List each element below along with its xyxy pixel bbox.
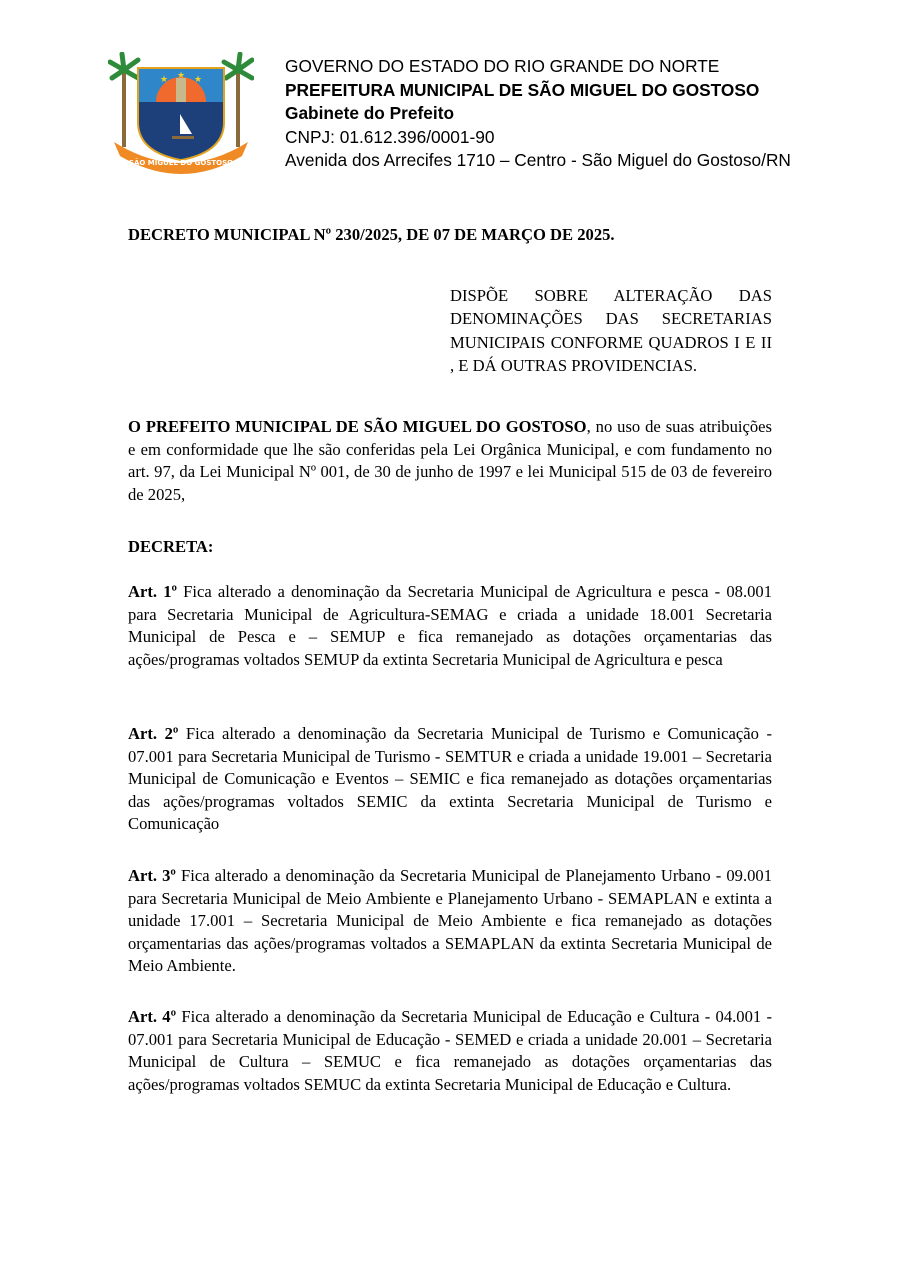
address: Avenida dos Arrecifes 1710 – Centro - São Miguel do Gostoso/RN: [285, 150, 791, 171]
decreta-heading: DECRETA:: [128, 537, 214, 556]
article-label: Art. 1º: [128, 582, 177, 601]
article-label: Art. 3º: [128, 866, 176, 885]
article-3: [128, 865, 772, 978]
article-text: Fica alterado a denominação da Secretaria Municipal de Planejamento Urbano - 09.001 para Secretaria Municipal de Meio Ambiente e Planejamento Urbano - SEMAPLAN e extinta a unidade 17.001 – Secretaria Municipal de Meio Ambiente e fica remanejado as dotações orçamentarias das ações/programas voltados a SEMAPLAN da extinta Secretaria Municipal de Meio Ambiente.: [128, 866, 772, 976]
decree-summary: DISPÕE SOBRE ALTERAÇÃO DAS DENOMINAÇÕES DAS SECRETARIAS MUNICIPAIS CONFORME QUADROS I E II , E DÁ OUTRAS PROVIDENCIAS.: [450, 286, 772, 376]
article-text: Fica alterado a denominação da Secretaria Municipal de Turismo e Comunicação - 07.001 para Secretaria Municipal de Turismo - SEMTUR e criada a unidade 19.001 – Secretaria Municipal de Comunicação e Eventos – SEMIC e fica remanejado as dotações orçamentarias das ações/programas voltados SEMIC da extinta Secretaria Municipal de Turismo e Comunicação: [128, 724, 772, 834]
article-text: Fica alterado a denominação da Secretaria Municipal de Educação e Cultura - 04.001 - 07.001 para Secretaria Municipal de Educação - SEMED e criada a unidade 20.001 – Secretaria Municipal de Cultura – SEMUC e fica remanejado as dotações orçamentarias das ações/programas voltados SEMUC da extinta Secretaria Municipal de Educação e Cultura.: [128, 1007, 772, 1094]
preamble-authority: O PREFEITO MUNICIPAL DE SÃO MIGUEL DO GOSTOSO: [128, 417, 587, 436]
preamble: [128, 416, 772, 506]
article-label: Art. 4º: [128, 1007, 177, 1026]
palm-tree-left-icon: [110, 54, 138, 147]
article-1: [128, 581, 772, 671]
svg-text:SÃO MIGUEL DO GOSTOSO: SÃO MIGUEL DO GOSTOSO: [128, 159, 234, 167]
preamble-text: , no uso de suas atribuições e em conformidade que lhe são conferidas pela Lei Orgânica Municipal, e com fundamento no art. 97, da Lei Municipal Nº 001, de 30 de junho de 1997 e lei Municipal 515 de 03 de fevereiro de 2025,: [128, 417, 773, 504]
cnpj: CNPJ: 01.612.396/0001-90: [285, 126, 495, 147]
letterhead: [285, 55, 791, 173]
article-2: [128, 723, 772, 836]
svg-text:★: ★: [194, 75, 203, 85]
state-government-line: GOVERNO DO ESTADO DO RIO GRANDE DO NORTE: [285, 56, 720, 76]
palm-tree-right-icon: [224, 54, 252, 147]
article-4: [128, 1006, 772, 1096]
svg-text:★: ★: [177, 71, 186, 81]
office-name: Gabinete do Prefeito: [285, 103, 454, 124]
municipality-name: PREFEITURA MUNICIPAL DE SÃO MIGUEL DO GOSTOSO: [285, 79, 760, 100]
article-label: Art. 2º: [128, 724, 179, 743]
decree-title: DECRETO MUNICIPAL Nº 230/2025, DE 07 DE MARÇO DE 2025.: [128, 225, 615, 244]
municipal-coat-of-arms-logo: [108, 52, 254, 174]
article-text: Fica alterado a denominação da Secretaria Municipal de Agricultura e pesca - 08.001 para Secretaria Municipal de Agricultura-SEMAG e criada a unidade 18.001 Secretaria Municipal de Pesca e – SEMUP e fica remanejado as dotações orçamentarias das ações/programas voltados SEMUP da extinta Secretaria Municipal de Agricultura e pesca: [128, 582, 772, 669]
svg-text:★: ★: [160, 75, 169, 85]
